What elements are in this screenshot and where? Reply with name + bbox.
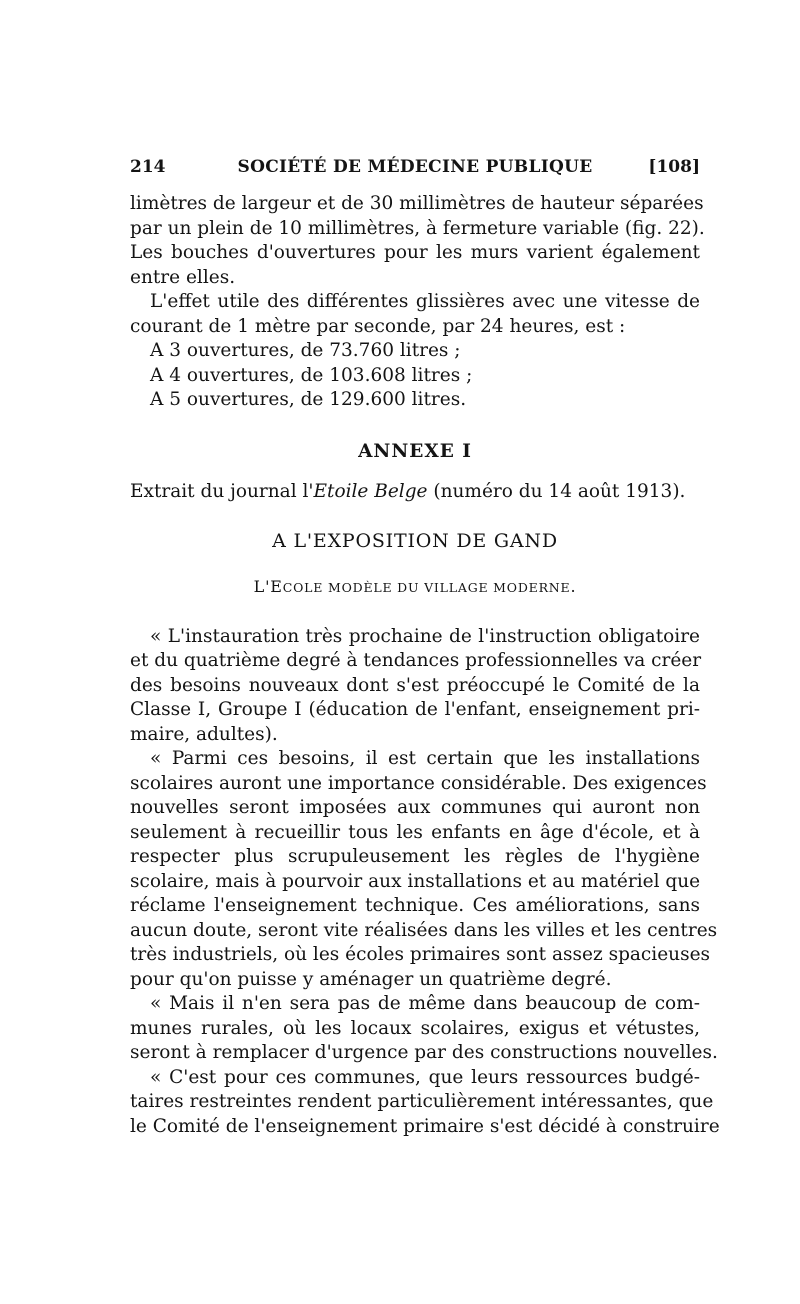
text-line: très industriels, où les écoles primaires sont assez spacieuses	[130, 944, 711, 965]
text-line: Classe I, Groupe I (éducation de l'enfant, enseignement pri-	[130, 699, 700, 720]
text-line: respecter plus scrupuleusement les règles de l'hygiène	[130, 846, 700, 867]
text-line: « L'instauration très prochaine de l'instruction obligatoire	[150, 625, 700, 647]
effet-paragraph	[130, 290, 700, 339]
text-line: scolaires auront une importance considérable. Des exigences	[130, 772, 707, 794]
newspaper-name: Etoile Belge	[313, 481, 428, 502]
extract-details: (numéro du 14 août 1913).	[427, 481, 686, 502]
document-number: [108]	[648, 157, 700, 177]
running-title: SOCIÉTÉ DE MÉDECINE PUBLIQUE	[237, 157, 593, 177]
text-line: seulement à recueillir tous les enfants en âge d'école, et à	[130, 821, 700, 843]
intro-paragraph	[130, 192, 705, 290]
subtitle-initial: L'E	[253, 577, 283, 596]
text-line: « Mais il n'en sera pas de même dans beaucoup de com-	[150, 993, 700, 1014]
article-subtitle	[130, 575, 700, 601]
text-line: maire, adultes).	[130, 723, 278, 745]
text-line: « C'est pour ces communes, que leurs ressources budgé-	[150, 1066, 700, 1088]
text-line: seront à remplacer d'urgence par des constructions nouvelles.	[130, 1042, 718, 1063]
text-line: « Parmi ces besoins, il est certain que les installations	[150, 748, 700, 769]
list-item: A 3 ouvertures, de 73.760 litres ;	[150, 340, 461, 361]
list-item: A 4 ouvertures, de 103.608 litres ;	[150, 364, 473, 386]
text-line: et du quatrième degré à tendances professionnelles va créer	[130, 650, 702, 671]
text-line: pour qu'on puisse y aménager un quatrième degré.	[130, 968, 612, 990]
text-line: scolaire, mais à pourvoir aux installations et au matériel que	[130, 870, 701, 892]
article-paragraph	[130, 625, 700, 748]
text-line: entre elles.	[130, 266, 236, 288]
running-header	[130, 157, 700, 183]
text-line: des besoins nouveaux dont s'est préoccupé le Comité de la	[130, 674, 700, 696]
page-number: 214	[130, 157, 166, 177]
text-line: par un plein de 10 millimètres, à fermeture variable (fig. 22).	[130, 217, 705, 239]
article-title: A L'EXPOSITION DE GAND	[272, 529, 558, 552]
annex-heading: ANNEXE I	[358, 440, 472, 462]
text-line: L'effet utile des différentes glissières avec une vitesse de	[150, 291, 700, 312]
extract-text: Extrait du journal l'	[130, 481, 314, 502]
text-line: Les bouches d'ouvertures pour les murs varient également	[130, 242, 700, 263]
text-line: courant de 1 mètre par seconde, par 24 heures, est :	[130, 315, 626, 337]
article-paragraph	[130, 1066, 720, 1140]
article-paragraph	[130, 992, 718, 1066]
text-line: aucun doute, seront vite réalisées dans les villes et les centres	[130, 919, 718, 941]
text-line: nouvelles seront imposées aux communes qui auront non	[130, 797, 700, 818]
subtitle-end: .	[570, 577, 577, 596]
text-line: le Comité de l'enseignement primaire s'est décidé à construire	[130, 1115, 720, 1137]
rates-list	[130, 339, 700, 413]
article-paragraph	[130, 747, 718, 992]
list-item: A 5 ouvertures, de 129.600 litres.	[150, 389, 467, 410]
text-line: taires restreintes rendent particulièrement intéressantes, que	[130, 1091, 714, 1112]
page-body	[130, 192, 720, 1139]
extract-line	[130, 480, 700, 505]
text-line: réclame l'enseignement technique. Ces améliorations, sans	[130, 895, 700, 916]
text-line: munes rurales, où les locaux scolaires, exigus et vétustes,	[130, 1017, 700, 1039]
subtitle-small-caps: COLE MODÈLE DU VILLAGE MODERNE	[282, 580, 571, 595]
text-line: limètres de largeur et de 30 millimètres de hauteur séparées	[130, 193, 704, 214]
